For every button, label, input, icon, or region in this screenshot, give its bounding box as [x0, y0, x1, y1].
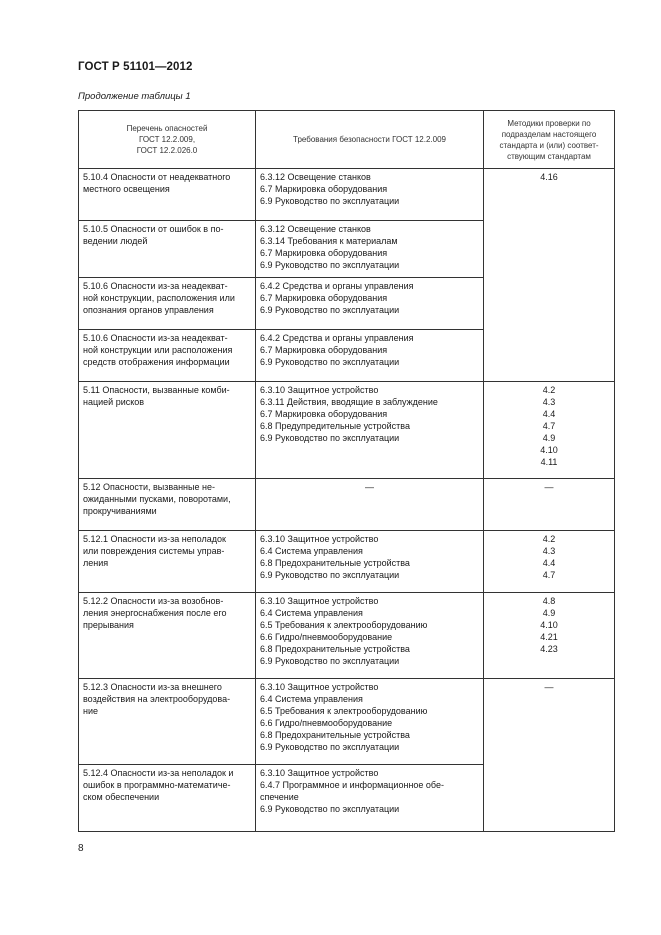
table-row — [79, 679, 615, 765]
methods-cell-line: 4.7 — [542, 570, 556, 580]
hazard-cell-line: средств отображения информации — [83, 357, 230, 367]
header-line: подразделам настоящего — [501, 129, 597, 139]
methods-cell-line: 4.11 — [540, 457, 558, 467]
requirements-cell-line: 6.7 Маркировка оборудования — [260, 409, 388, 419]
hazard-cell-line: ной конструкции или расположения — [83, 345, 233, 355]
methods-cell-line: — — [544, 482, 554, 492]
hazard-cell-line: ние — [83, 706, 99, 716]
hazard-cell-line: ведении людей — [83, 236, 148, 246]
requirements-cell-line: 6.4.7 Программное и информационное обе- — [260, 780, 444, 790]
methods-cell-line: 4.10 — [540, 445, 558, 455]
hazard-cell-line: 5.10.6 Опасности из-за неадекват- — [83, 333, 228, 343]
requirements-cell — [256, 679, 484, 765]
methods-cell-line: 4.23 — [540, 644, 558, 654]
hazard-cell — [79, 593, 256, 679]
table-row — [79, 479, 615, 531]
requirements-cell-line: 6.4 Система управления — [260, 694, 363, 704]
hazard-cell — [79, 278, 256, 330]
hazard-cell — [79, 382, 256, 479]
hazard-cell-line: опознания органов управления — [83, 305, 214, 315]
header-line: ствующим стандартам — [507, 151, 591, 161]
header-line: стандарта и (или) соответ- — [499, 140, 599, 150]
requirements-cell-line: 6.9 Руководство по эксплуатации — [260, 656, 400, 666]
requirements-cell-line: 6.3.10 Защитное устройство — [260, 682, 379, 692]
hazard-cell — [79, 531, 256, 593]
requirements-cell-line: 6.7 Маркировка оборудования — [260, 345, 388, 355]
requirements-cell-line: 6.3.14 Требования к материалам — [260, 236, 398, 246]
hazard-cell-line: 5.12.3 Опасности из-за внешнего — [83, 682, 222, 692]
requirements-cell-line: 6.3.11 Действия, вводящие в заблуждение — [260, 397, 438, 407]
page-number: 8 — [78, 843, 84, 854]
requirements-cell — [256, 221, 484, 278]
requirements-cell — [256, 382, 484, 479]
table-row — [79, 169, 615, 221]
table-row — [79, 531, 615, 593]
hazard-cell-line: 5.10.5 Опасности от ошибок в по- — [83, 224, 224, 234]
requirements-cell-line: 6.9 Руководство по эксплуатации — [260, 305, 400, 315]
hazard-cell — [79, 169, 256, 221]
hazard-cell-line: местного освещения — [83, 184, 170, 194]
hazard-cell-line: 5.12.4 Опасности из-за неполадок и — [83, 768, 234, 778]
header-line: ГОСТ 12.2.026.0 — [136, 146, 198, 155]
requirements-cell-line: 6.9 Руководство по эксплуатации — [260, 357, 400, 367]
methods-cell-line: 4.4 — [542, 558, 556, 568]
hazard-cell-line: ошибок в программно-математиче- — [83, 780, 231, 790]
requirements-cell-line: 6.7 Маркировка оборудования — [260, 184, 388, 194]
header-methods — [484, 111, 615, 169]
methods-cell-line: 4.3 — [542, 397, 556, 407]
hazard-cell-line: ления — [83, 558, 109, 568]
requirements-cell-line: 6.5 Требования к электрооборудованию — [260, 620, 428, 630]
methods-cell-line: 4.7 — [542, 421, 556, 431]
hazard-cell — [79, 479, 256, 531]
requirements-cell-line: 6.9 Руководство по эксплуатации — [260, 570, 400, 580]
requirements-cell-line: 6.8 Предохранительные устройства — [260, 558, 410, 568]
requirements-cell-line: 6.4 Система управления — [260, 608, 363, 618]
requirements-cell — [256, 765, 484, 832]
table-row — [79, 382, 615, 479]
methods-cell-line: 4.9 — [542, 608, 556, 618]
requirements-cell — [256, 330, 484, 382]
table-body — [79, 169, 615, 832]
requirements-cell-line: спечение — [260, 792, 299, 802]
requirements-cell-line: 6.3.12 Освещение станков — [260, 224, 371, 234]
hazard-cell — [79, 765, 256, 832]
hazard-cell-line: воздействия на электрооборудова- — [83, 694, 231, 704]
requirements-cell — [256, 479, 484, 531]
hazard-cell-line: нацией рисков — [83, 397, 145, 407]
requirements-cell-line: 6.8 Предохранительные устройства — [260, 644, 410, 654]
methods-cell-line: 4.4 — [542, 409, 556, 419]
header-line: Методики проверки по — [507, 118, 591, 128]
hazard-cell-line: или повреждения системы управ- — [83, 546, 225, 556]
requirements-cell-line: 6.3.10 Защитное устройство — [260, 385, 379, 395]
requirements-cell-line: 6.9 Руководство по эксплуатации — [260, 260, 400, 270]
requirements-cell-line: 6.9 Руководство по эксплуатации — [260, 196, 400, 206]
requirements-cell-line: 6.8 Предупредительные устройства — [260, 421, 410, 431]
hazard-cell-line: 5.11 Опасности, вызванные комби- — [83, 385, 230, 395]
header-line: Перечень опасностей — [126, 124, 208, 133]
requirements-cell-line: 6.6 Гидро/пневмооборудование — [260, 718, 393, 728]
methods-cell-line: 4.10 — [540, 620, 558, 630]
requirements-cell — [256, 278, 484, 330]
methods-cell-line: — — [544, 682, 554, 692]
requirements-cell-line: 6.4.2 Средства и органы управления — [260, 281, 414, 291]
requirements-cell-line: 6.3.10 Защитное устройство — [260, 534, 379, 544]
methods-cell — [484, 169, 615, 382]
hazard-cell — [79, 330, 256, 382]
methods-cell-line: 4.8 — [542, 596, 556, 606]
requirements-cell — [256, 169, 484, 221]
requirements-cell-line: 6.3.10 Защитное устройство — [260, 596, 379, 606]
header-hazards — [79, 111, 256, 169]
methods-cell-line: 4.3 — [542, 546, 556, 556]
requirements-cell — [256, 593, 484, 679]
requirements-cell-line: 6.9 Руководство по эксплуатации — [260, 804, 400, 814]
hazard-cell-line: 5.12 Опасности, вызванные не- — [83, 482, 215, 492]
header-line: Требования безопасности ГОСТ 12.2.009 — [293, 135, 446, 144]
safety-requirements-table — [78, 110, 615, 832]
hazard-cell-line: 5.12.2 Опасности из-за возобнов- — [83, 596, 224, 606]
requirements-cell-line: 6.9 Руководство по эксплуатации — [260, 742, 400, 752]
requirements-cell-line: 6.6 Гидро/пневмооборудование — [260, 632, 393, 642]
table-row — [79, 593, 615, 679]
hazard-cell-line: прерывания — [83, 620, 134, 630]
methods-cell — [484, 531, 615, 593]
hazard-cell-line: 5.12.1 Опасности из-за неполадок — [83, 534, 226, 544]
methods-cell-line: 4.2 — [542, 385, 556, 395]
requirements-cell-line: 6.8 Предохранительные устройства — [260, 730, 410, 740]
hazard-cell-line: 5.10.4 Опасности от неадекватного — [83, 172, 231, 182]
requirements-cell-line: 6.4 Система управления — [260, 546, 363, 556]
methods-cell — [484, 479, 615, 531]
hazard-cell-line: ожиданными пусками, поворотами, — [83, 494, 231, 504]
table-caption: Продолжение таблицы 1 — [78, 91, 191, 102]
hazard-cell-line: прокручиваниями — [83, 506, 157, 516]
requirements-cell-line: — — [365, 482, 374, 492]
hazard-cell-line: 5.10.6 Опасности из-за неадекват- — [83, 281, 228, 291]
methods-cell — [484, 679, 615, 832]
requirements-cell-line: 6.3.10 Защитное устройство — [260, 768, 379, 778]
header-line: ГОСТ 12.2.009, — [138, 135, 196, 144]
requirements-cell-line: 6.5 Требования к электрооборудованию — [260, 706, 428, 716]
document-header: ГОСТ Р 51101—2012 — [78, 61, 193, 73]
hazard-cell-line: ском обеспечении — [83, 792, 160, 802]
requirements-cell-line: 6.4.2 Средства и органы управления — [260, 333, 414, 343]
header-row — [79, 111, 615, 169]
hazard-cell — [79, 221, 256, 278]
requirements-cell-line: 6.9 Руководство по эксплуатации — [260, 433, 400, 443]
methods-cell-line: 4.2 — [542, 534, 556, 544]
methods-cell-line: 4.16 — [540, 172, 558, 182]
hazard-cell — [79, 679, 256, 765]
methods-cell-line: 4.9 — [542, 433, 556, 443]
requirements-cell — [256, 531, 484, 593]
requirements-cell-line: 6.7 Маркировка оборудования — [260, 248, 388, 258]
header-requirements — [256, 111, 484, 169]
requirements-cell-line: 6.3.12 Освещение станков — [260, 172, 371, 182]
hazard-cell-line: ления энергоснабжения после его — [83, 608, 227, 618]
table-header — [79, 111, 615, 169]
methods-cell — [484, 593, 615, 679]
methods-cell — [484, 382, 615, 479]
requirements-cell-line: 6.7 Маркировка оборудования — [260, 293, 388, 303]
methods-cell-line: 4.21 — [540, 632, 558, 642]
hazard-cell-line: ной конструкции, расположения или — [83, 293, 235, 303]
